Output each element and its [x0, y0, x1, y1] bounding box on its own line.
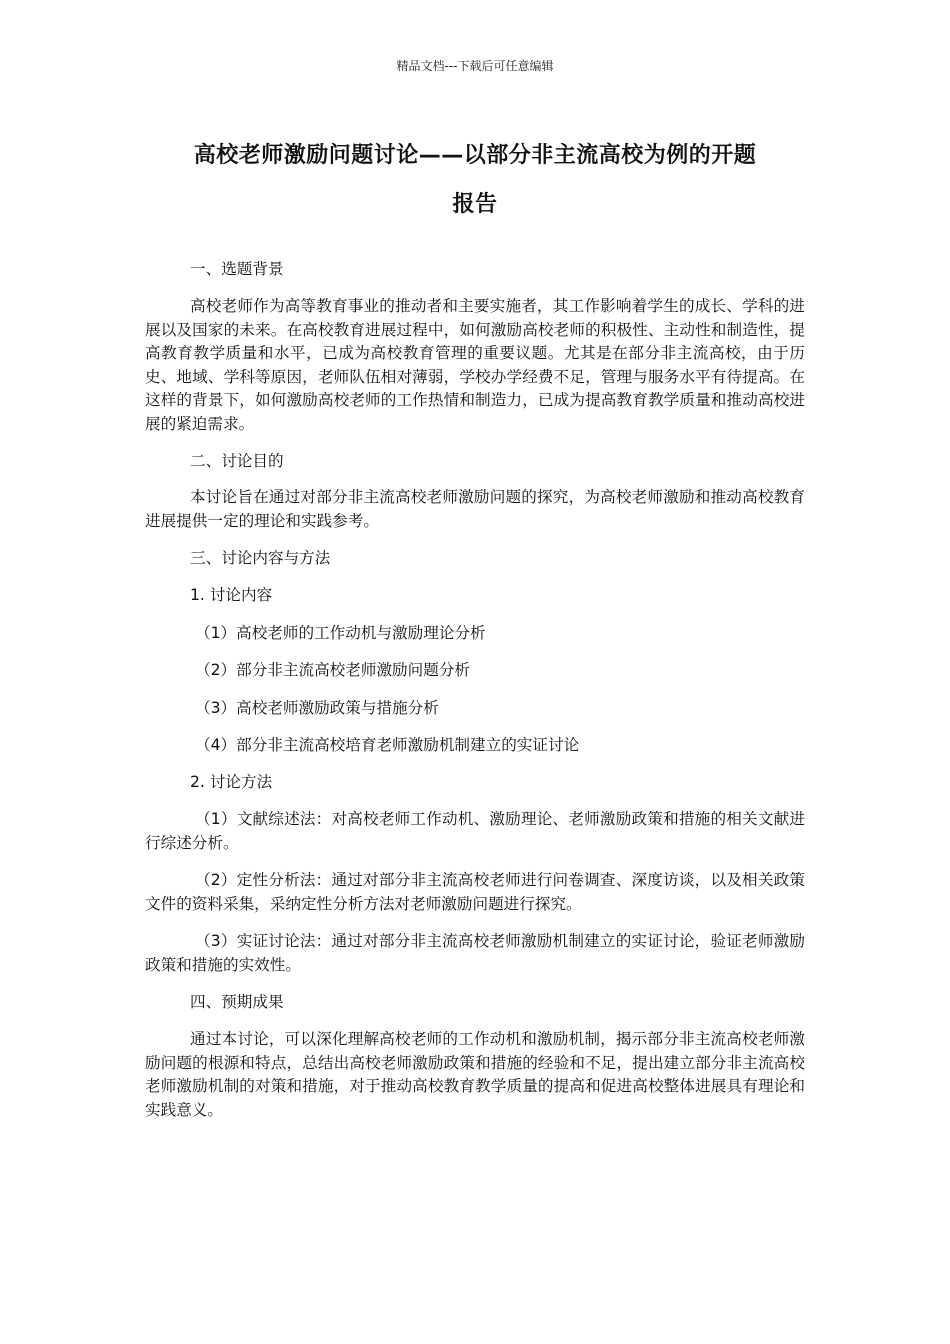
section3-heading: 三、讨论内容与方法 [190, 549, 331, 567]
content-heading: 1. 讨论内容 [190, 586, 273, 604]
document-title-line1: 高校老师激励问题讨论——以部分非主流高校为例的开题 [193, 143, 757, 168]
section2-heading: 二、讨论目的 [190, 452, 284, 470]
content-item: （1）高校老师的工作动机与激励理论分析 [195, 624, 486, 642]
method-item: （1）文献综述法：对高校老师工作动机、激励理论、老师激励政策和措施的相关文献进行综述分析。 [145, 810, 805, 852]
document-title-line2: 报告 [452, 192, 498, 217]
section4-heading: 四、预期成果 [190, 993, 284, 1011]
section1-heading: 一、选题背景 [190, 260, 284, 278]
content-item: （4）部分非主流高校培育老师激励机制建立的实证讨论 [195, 736, 580, 754]
method-item: （3）实证讨论法：通过对部分非主流高校老师激励机制建立的实证讨论，验证老师激励政策和措施的实效性。 [145, 932, 805, 974]
method-heading: 2. 讨论方法 [190, 773, 273, 791]
section4-body: 通过本讨论，可以深化理解高校老师的工作动机和激励机制，揭示部分非主流高校老师激励问题的根源和特点，总结出高校老师激励政策和措施的经验和不足，提出建立部分非主流高校老师激励机制的对策和措施，对于推动高校教育教学质量的提高和促进高校整体进展具有理论和实践意义。 [145, 1030, 805, 1119]
content-item: （2）部分非主流高校老师激励问题分析 [195, 661, 471, 679]
method-item: （2）定性分析法：通过对部分非主流高校老师进行问卷调查、深度访谈，以及相关政策文件的资料采集，采纳定性分析方法对老师激励问题进行探究。 [145, 871, 805, 913]
page-header: 精品文档---下载后可任意编辑 [396, 59, 554, 73]
section2-body: 本讨论旨在通过对部分非主流高校老师激励问题的探究，为高校老师激励和推动高校教育进展提供一定的理论和实践参考。 [145, 488, 805, 530]
section1-body: 高校老师作为高等教育事业的推动者和主要实施者，其工作影响着学生的成长、学科的进展以及国家的未来。在高校教育进展过程中，如何激励高校老师的积极性、主动性和制造性，提高教育教学质量和水平，已成为高校教育管理的重要议题。尤其是在部分非主流高校，由于历史、地域、学科等原因，老师队伍相对薄弱，学校办学经费不足，管理与服务水平有待提高。在这样的背景下，如何激励高校老师的工作热情和制造力，已成为提高教育教学质量和推动高校进展的紧迫需求。 [145, 297, 805, 433]
content-item: （3）高校老师激励政策与措施分析 [195, 699, 439, 717]
